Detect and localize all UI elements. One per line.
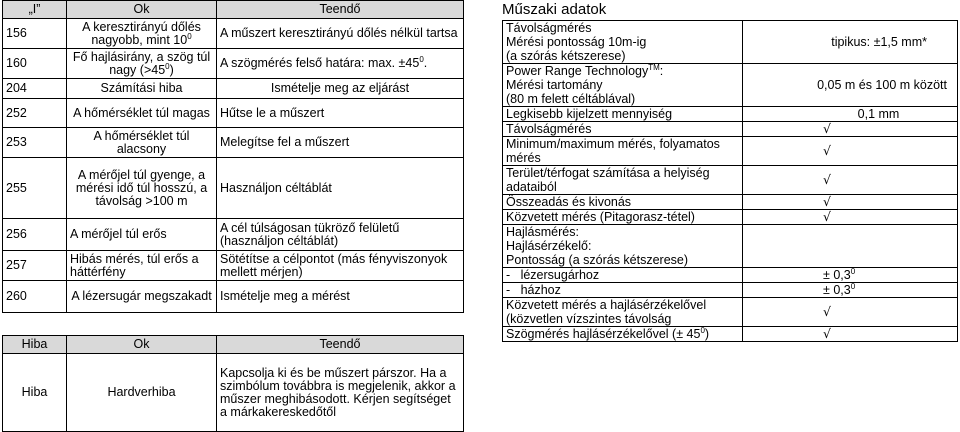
error-action: Hűtse le a műszert xyxy=(217,99,464,128)
spec-label: Legkisebb kijelzett mennyiség xyxy=(503,107,743,122)
error-cause: A hőmérséklet túl alacsony xyxy=(67,128,217,158)
spec-row xyxy=(503,107,958,122)
table-header xyxy=(3,1,464,19)
spec-label: Minimum/maximum mérés, folyamatos mérés xyxy=(503,137,743,166)
spec-label: Távolságmérés xyxy=(503,122,743,137)
check-icon: √ xyxy=(743,210,958,225)
spec-row xyxy=(503,166,958,195)
error-code: 160 xyxy=(3,49,67,79)
error-code: Hiba xyxy=(3,354,67,432)
table-row xyxy=(3,219,464,251)
check-icon: √ xyxy=(743,166,958,195)
table-row xyxy=(3,79,464,99)
table-row xyxy=(3,99,464,128)
check-icon: √ xyxy=(743,298,958,327)
check-icon: √ xyxy=(743,137,958,166)
spec-row xyxy=(503,283,958,298)
spec-row xyxy=(503,327,958,342)
spec-label: Hajlásmérés: Hajlásérzékelő: Pontosság (a szórás kétszerese) xyxy=(503,225,743,268)
spec-label: Terület/térfogat számítása a helyiség adataiból xyxy=(503,166,743,195)
spec-label: - lézersugárhoz xyxy=(503,268,743,283)
check-icon: √ xyxy=(743,327,958,342)
spec-row xyxy=(503,210,958,225)
spec-value: ± $0,3^0$ xyxy=(743,268,958,283)
error-cause: A mérőjel túl gyenge, a mérési idő túl hosszú, a távolság >100 m xyxy=(67,158,217,219)
error-code: 156 xyxy=(3,19,67,49)
hardware-error-table xyxy=(2,335,464,432)
error-code: 256 xyxy=(3,219,67,251)
error-action: A műszert keresztirányú dőlés nélkül tartsa xyxy=(217,19,464,49)
error-cause: A lézersugár megszakadt xyxy=(67,281,217,313)
table-row xyxy=(3,49,464,79)
spec-row xyxy=(503,225,958,268)
error-cause: A mérőjel túl erős xyxy=(67,219,217,251)
spec-value: 0,1 mm xyxy=(743,107,958,122)
spec-row xyxy=(503,298,958,327)
check-icon: √ xyxy=(743,195,958,210)
table-row xyxy=(3,281,464,313)
spec-value xyxy=(743,225,958,268)
spec-label: Közvetett mérés a hajlásérzékelővel (közvetlen vízszintes távolság xyxy=(503,298,743,327)
spec-value: ± $0,3^0$ xyxy=(743,283,958,298)
spec-label: - házhoz xyxy=(503,283,743,298)
error-code-table xyxy=(2,0,464,313)
error-action: Használjon céltáblát xyxy=(217,158,464,219)
error-code: 252 xyxy=(3,99,67,128)
spec-label: Távolságmérés Mérési pontosság 10m-ig (a szórás kétszerese) xyxy=(503,21,743,64)
error-cause: Fő hajlásirány, a szög túl nagy $(>45^0)$ xyxy=(67,49,217,79)
spec-value: 0,05 m és 100 m között xyxy=(743,64,958,107)
error-action: Sötétítse a célpontot (más fényviszonyok mellett mérjen) xyxy=(217,251,464,281)
error-action: A szögmérés felső határa: max. $\pm 45^0$. xyxy=(217,49,464,79)
header-cause: Ok xyxy=(67,336,217,354)
header-action: Teendő xyxy=(217,336,464,354)
header-cause: Ok xyxy=(67,1,217,19)
specs-table xyxy=(502,20,958,342)
table-row xyxy=(3,354,464,432)
spec-row xyxy=(503,195,958,210)
table-row xyxy=(3,158,464,219)
error-code: 260 xyxy=(3,281,67,313)
table-row xyxy=(3,128,464,158)
spec-value: tipikus: ±1,5 mm* xyxy=(743,21,958,64)
error-action: Melegítse fel a műszert xyxy=(217,128,464,158)
error-action: Kapcsolja ki és be műszert párszor. Ha a szimbólum továbbra is megjelenik, akkor a műszer meghibásodott. Kérjen segítséget a márkakereskedőtől xyxy=(217,354,464,432)
error-code: 255 xyxy=(3,158,67,219)
spec-label: Szögmérés hajlásérzékelővel (± $45^0$) xyxy=(503,327,743,342)
error-cause: A hőmérséklet túl magas xyxy=(67,99,217,128)
table-header xyxy=(3,336,464,354)
table-row xyxy=(3,19,464,49)
error-code: 257 xyxy=(3,251,67,281)
specs-title: Műszaki adatok xyxy=(502,1,607,18)
header-code: „I” xyxy=(3,1,67,19)
check-icon: √ xyxy=(743,122,958,137)
spec-row xyxy=(503,137,958,166)
error-action: Ismételje meg az eljárást xyxy=(217,79,464,99)
spec-row xyxy=(503,64,958,107)
error-cause: Hibás mérés, túl erős a háttérfény xyxy=(67,251,217,281)
spec-label: Összeadás és kivonás xyxy=(503,195,743,210)
error-action: Ismételje meg a mérést xyxy=(217,281,464,313)
table-row xyxy=(3,251,464,281)
error-action: A cél túlságosan tükröző felületű (használjon céltáblát) xyxy=(217,219,464,251)
spec-label: Közvetett mérés (Pitagorasz-tétel) xyxy=(503,210,743,225)
spec-row xyxy=(503,268,958,283)
error-cause: Hardverhiba xyxy=(67,354,217,432)
error-cause: A keresztirányú dőlés nagyobb, mint $10^0$ xyxy=(67,19,217,49)
error-code: 204 xyxy=(3,79,67,99)
spec-row xyxy=(503,21,958,64)
header-action: Teendő xyxy=(217,1,464,19)
error-cause: Számítási hiba xyxy=(67,79,217,99)
spec-label: Power Range Technology™: Mérési tartomány (80 m felett céltáblával) xyxy=(503,64,743,107)
header-code: Hiba xyxy=(3,336,67,354)
error-code: 253 xyxy=(3,128,67,158)
spec-row xyxy=(503,122,958,137)
